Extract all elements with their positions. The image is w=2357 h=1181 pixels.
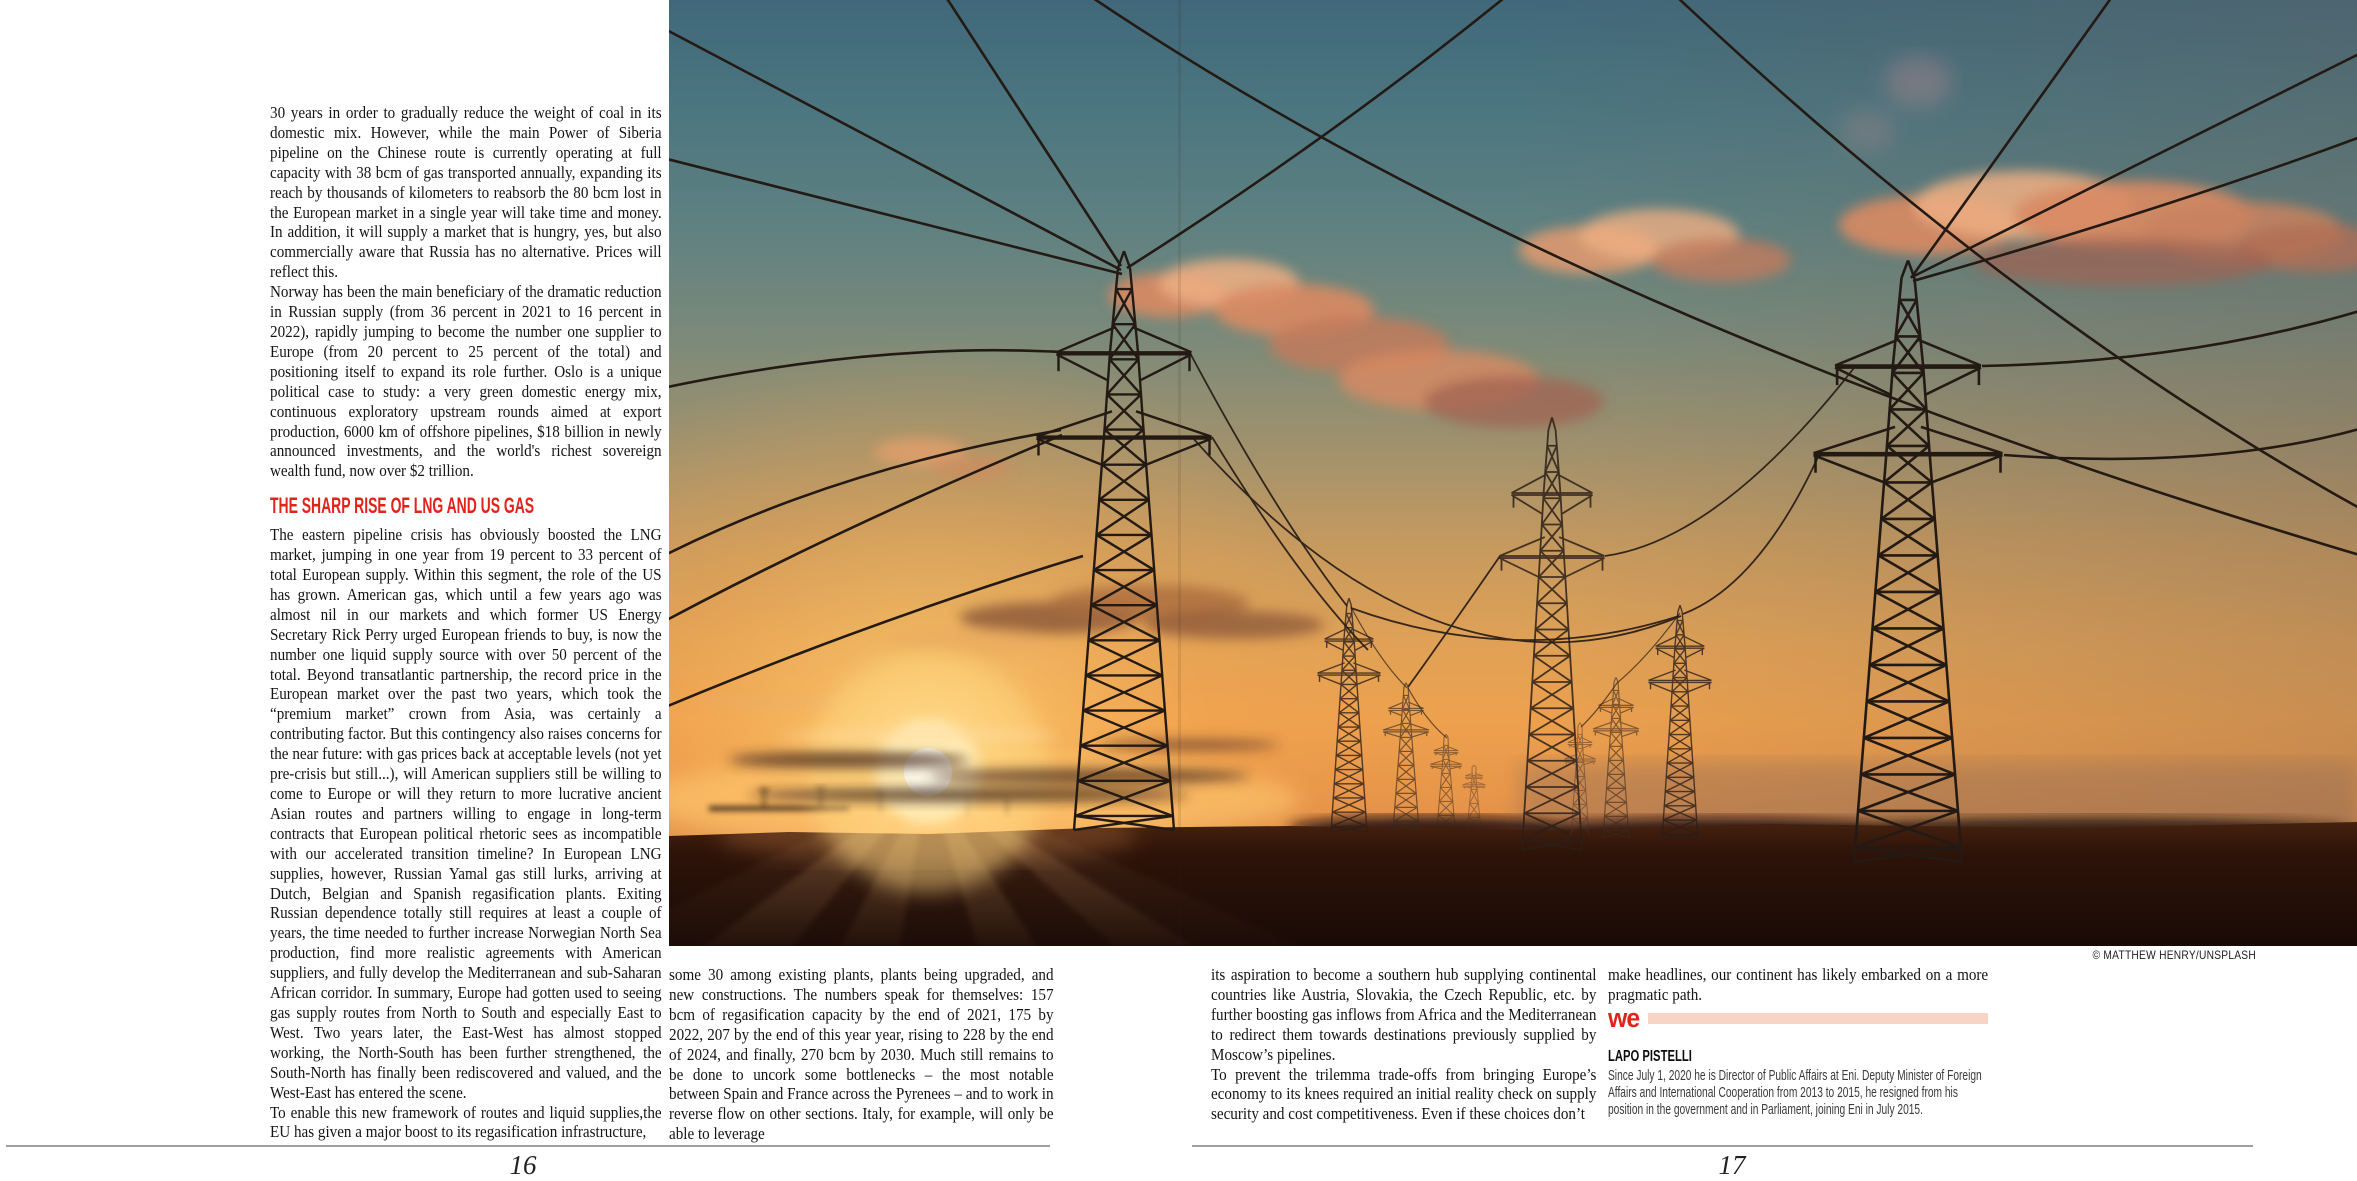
article-paragraph: its aspiration to become a southern hub supplying continental countries like Austria, Slovakia, the Czech Republic, etc. by further boosting gas inflows from Africa and the Mediterranean to redirect them towards destinations previously supplied by Moscow’s pipelines. xyxy=(1211,965,1597,1064)
page-fold-shadow xyxy=(1178,0,1181,946)
footer-rule-right xyxy=(1192,1145,2253,1147)
author-name: LAPO PISTELLI xyxy=(1608,1048,1692,1065)
author-bio-text: Since July 1, 2020 he is Director of Public Affairs at Eni. Deputy Minister of Foreign Affairs and International Cooperation from 2013 to 2015, he resigned from his position in the government and in Parliament, joining Eni in July 2015. xyxy=(1608,1068,1982,1118)
sunset-photo-illustration xyxy=(669,0,2357,946)
article-paragraph: To prevent the trilemma trade-offs from bringing Europe’s economy to its knees required an initial reality check on supply security and cost competitiveness. Even if these choices don’t xyxy=(1211,1064,1597,1124)
article-column-left xyxy=(270,103,662,1142)
article-column-3 xyxy=(1211,965,1596,1124)
author-bio xyxy=(1608,1048,1988,1118)
article-paragraph: some 30 among existing plants, plants being upgraded, and new constructions. The numbers speak for themselves: 157 bcm of regasification capacity by the end of 2021, 175 by 2022, 207 by the end of this year year, rising to 228 by the end of 2024, and finally, 270 bcm by 2030. Much still remains to be done to uncork some bottlenecks – the most notable between Spain and France across the Pyrenees – and to work in reverse flow on other sections. Italy, for example, will only be able to leverage xyxy=(669,965,1054,1144)
article-paragraph: 30 years in order to gradually reduce the weight of coal in its domestic mix. However, while the main Power of Siberia pipeline on the Chinese route is currently operating at full capacity with 38 bcm of gas transported annually, expanding its reach by thousands of kilometers to reabsorb the 80 bcm lost in the European market in a single year will take time and money. In addition, it will supply a market that is hungry, yes, but also commercially aware that Russia has no alternative. Prices will reflect this. xyxy=(270,103,662,282)
page-number-17: 17 xyxy=(1718,1150,1746,1180)
article-column-2 xyxy=(669,965,1054,1144)
article-paragraph: make headlines, our continent has likely embarked on a more pragmatic path. xyxy=(1608,965,1989,1004)
photo-credit: © MATTHEW HENRY/UNSPLASH xyxy=(2092,948,2256,962)
article-paragraph: To enable this new framework of routes and liquid supplies,the EU has given a major boost to its regasification infrastructure, xyxy=(270,1102,662,1142)
page-number-16: 16 xyxy=(509,1150,537,1180)
sunset-pylons-photo xyxy=(669,0,2357,946)
we-logo: we xyxy=(1608,1003,1640,1033)
we-magazine-logo-row xyxy=(1608,1003,1988,1033)
article-paragraph: The eastern pipeline crisis has obviously boosted the LNG market, jumping in one year from 19 percent to 33 percent of total European supply. Within this segment, the role of the US has grown. American gas, which until a few years ago was almost nil in our markets and which former US Energy Secretary Rick Perry urged European friends to buy, is now the number one liquid supply source with over 50 percent of the total. Beyond transatlantic partnership, the record price in the European market over the past two years, which took the “premium market” crown from Asia, was certainly a contributing factor. But this contingency also raises concerns for the near future: with gas prices back at acceptable levels (not yet pre-crisis but still...), will American suppliers still be willing to come to Europe or will they return to more lucrative ancient Asian routes and partners willing to engage in long-term contracts that European political rhetoric sees as incompatible with our accelerated transition timeline? In European LNG supplies, however, Russian Yamal gas still lurks, arriving at Dutch, Belgian and Spanish regasification plants. Exiting Russian dependence totally still requires at least a couple of years, the time needed to further increase Norwegian North Sea production, find more realistic agreements with American suppliers, and fully develop the Mediterranean and sub-Saharan African corridor. In summary, Europe had gotten used to seeing gas supply routes from North to South and especially East to West. Two years later, the East-West has almost stopped working, the North-South has been further strengthened, the South-North has finally been rediscovered and valued, and the West-East has entered the scene. xyxy=(270,525,662,1102)
footer-rule-left xyxy=(6,1145,1050,1147)
article-column-4 xyxy=(1608,965,1988,1005)
section-heading: THE SHARP RISE OF LNG AND US GAS xyxy=(270,493,535,519)
logo-bar xyxy=(1648,1013,1988,1024)
article-paragraph: Norway has been the main beneficiary of the dramatic reduction in Russian supply (from 36 percent in 2021 to 16 percent in 2022), rapidly jumping to become the number one supplier to Europe (from 20 percent to 25 percent of the total) and positioning itself to expand its role further. Oslo is a unique political case to study: a very green domestic energy mix, continuous exploratory upstream rounds aimed at export production, 6000 km of offshore pipelines, $18 billion in newly announced investments, and the world's richest sovereign wealth fund, now over $2 trillion. xyxy=(270,282,662,481)
